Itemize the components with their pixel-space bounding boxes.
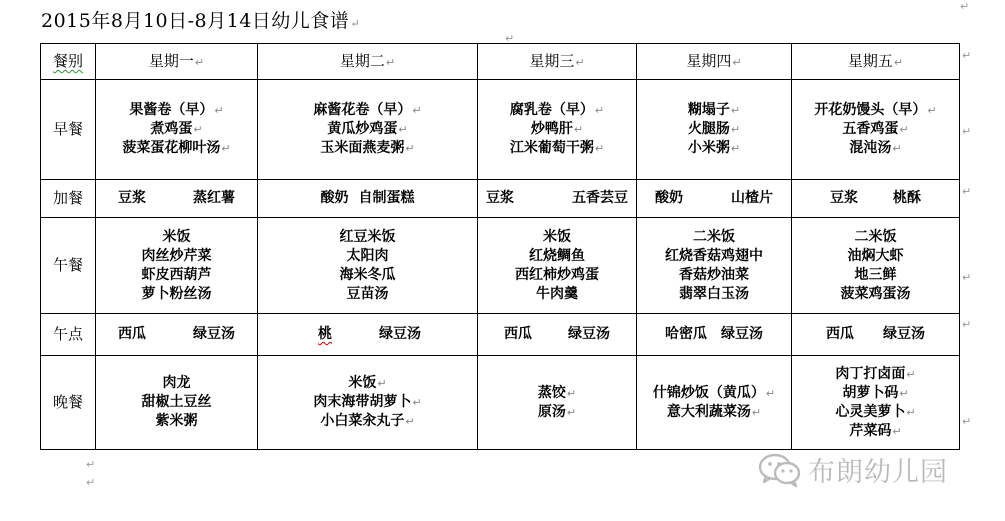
dish-item: 开花奶馒头（早）↵ <box>814 102 937 118</box>
lunch-wednesday-cell <box>478 218 637 314</box>
snack-item: 酸奶 <box>655 190 683 206</box>
lunch-friday-cell <box>792 218 960 314</box>
dish-item: 小米粥↵ <box>687 140 741 156</box>
snack-item: 西瓜 <box>826 326 854 342</box>
paragraph-mark-icon: ↵ <box>350 17 361 30</box>
dish-item: 麻酱花卷（早）↵ <box>313 102 422 118</box>
dish-item: 蒸饺↵ <box>537 384 577 401</box>
dish-item: 二米饭 <box>693 228 735 245</box>
snack-item: 豆浆 <box>830 190 858 206</box>
dish-item: 米饭↵ <box>348 375 387 391</box>
dinner-tuesday-cell <box>258 356 478 450</box>
dish-item: 小白菜汆丸子↵ <box>320 413 415 429</box>
dish-item: 紫米粥 <box>155 413 198 429</box>
snack-item: 蒸红薯 <box>193 190 235 206</box>
dish-item: 香菇炒油菜 <box>679 266 749 283</box>
morning-snack-tuesday-cell <box>258 180 478 218</box>
dish-item: 地三鲜 <box>854 266 897 283</box>
paragraph-mark-icon: ↵ <box>893 55 904 69</box>
dish-item: 糊塌子↵ <box>687 102 741 118</box>
dish-item: 红烧香菇鸡翅中 <box>665 247 763 264</box>
watermark <box>758 450 948 489</box>
empty-paragraph-marks <box>86 456 95 492</box>
snack-item: 豆浆 <box>486 190 514 206</box>
morning-snack-friday-cell <box>792 180 960 218</box>
meal-label-afternoon-snack: 午点 <box>41 314 96 356</box>
dish-item: 什锦炒饭（黄瓜）↵ <box>652 384 776 401</box>
paragraph-mark-icon: ↵ <box>575 55 585 69</box>
dish-item: 牛肉羹 <box>536 285 578 302</box>
dinner-thursday-cell <box>637 356 792 450</box>
snack-item: 山楂片 <box>731 190 773 206</box>
dish-item: 萝卜粉丝汤 <box>141 285 212 302</box>
snack-item: 西瓜 <box>504 326 532 342</box>
afternoon-snack-row <box>41 314 960 356</box>
lunch-row <box>41 218 960 314</box>
snack-item: 绿豆汤 <box>193 326 235 342</box>
breakfast-wednesday-cell <box>478 80 637 180</box>
dish-item: 肉丝炒芹菜 <box>141 247 212 264</box>
dish-item: 太阳肉 <box>346 247 389 264</box>
day-header-tuesday <box>258 44 478 80</box>
dish-item: 红烧鲷鱼 <box>529 247 585 264</box>
menu-title <box>41 6 360 33</box>
day-header-monday <box>96 44 258 80</box>
dinner-wednesday-cell <box>478 356 637 450</box>
dish-item: 混沌汤↵ <box>849 140 902 156</box>
dish-item: 红豆米饭 <box>339 228 396 245</box>
dish-item: 米饭 <box>543 228 571 245</box>
meal-type-header-text: 餐别 <box>52 52 83 70</box>
menu-title-text: 2015年8月10日-8月14日幼儿食谱 <box>41 10 350 32</box>
row-end-mark-icon: ↵ <box>962 318 972 331</box>
dish-item: 意大利蔬菜汤↵ <box>666 403 762 420</box>
morning-snack-row <box>41 180 960 218</box>
dish-item: 菠菜蛋花柳叶汤↵ <box>122 140 231 156</box>
snack-item: 桃 <box>318 326 332 342</box>
morning-snack-wednesday-cell <box>478 180 637 218</box>
dinner-row <box>41 356 960 450</box>
snack-item: 绿豆汤 <box>568 326 610 342</box>
dish-item: 火腿肠↵ <box>687 121 741 137</box>
watermark-text: 布朗幼儿园 <box>808 457 948 488</box>
dish-item: 肉末海带胡萝卜↵ <box>313 394 422 410</box>
snack-item: 酸奶 <box>320 190 349 206</box>
table-anchor-mark: ↵ <box>505 32 515 45</box>
dish-item: 西红柿炒鸡蛋 <box>515 266 599 283</box>
day-header-label: 星期二 <box>339 51 385 70</box>
day-header-label: 星期四 <box>686 51 732 70</box>
paragraph-mark-icon: ↵ <box>960 0 970 13</box>
snack-item: 桃酥 <box>893 190 921 206</box>
meal-label-dinner: 晚餐 <box>41 356 96 450</box>
day-header-label: 星期五 <box>847 51 893 70</box>
dish-item: 芹菜码↵ <box>849 422 902 439</box>
meal-label-breakfast: 早餐 <box>41 80 96 180</box>
row-end-mark-icon: ↵ <box>962 415 972 428</box>
dish-item: 米饭 <box>162 228 191 245</box>
breakfast-tuesday-cell <box>258 80 478 180</box>
meal-label-lunch: 午餐 <box>41 218 96 314</box>
dinner-monday-cell <box>96 356 258 450</box>
dish-item: 煮鸡蛋↵ <box>150 121 203 137</box>
row-end-marks <box>960 43 980 453</box>
paragraph-mark-icon: ↵ <box>732 55 742 69</box>
day-header-label: 星期一 <box>148 51 194 70</box>
dish-item: 玉米面燕麦粥↵ <box>320 140 415 156</box>
lunch-thursday-cell <box>637 218 792 314</box>
dish-item: 虾皮西葫芦 <box>141 266 212 283</box>
dish-item: 油焖大虾 <box>847 247 904 264</box>
snack-item: 豆浆 <box>118 190 146 206</box>
snack-item: 哈密瓜 <box>665 326 707 342</box>
afternoon-snack-friday-cell <box>792 314 960 356</box>
afternoon-snack-tuesday-cell <box>258 314 478 356</box>
snack-item: 绿豆汤 <box>883 326 925 342</box>
row-end-mark-icon: ↵ <box>962 271 972 284</box>
breakfast-monday-cell <box>96 80 258 180</box>
dish-item: 甜椒土豆丝 <box>141 394 212 410</box>
day-header-thursday <box>637 44 792 80</box>
breakfast-friday-cell <box>792 80 960 180</box>
meal-label-morning-snack: 加餐 <box>41 180 96 218</box>
paragraph-mark-icon: ↵ <box>385 55 396 69</box>
snack-item: 西瓜 <box>118 326 146 342</box>
dish-item: 二米饭 <box>854 228 897 245</box>
wechat-icon <box>758 452 802 488</box>
breakfast-row <box>41 80 960 180</box>
dish-item: 江米葡萄干粥↵ <box>509 140 605 156</box>
dish-item: 翡翠白玉汤 <box>679 285 749 302</box>
paragraph-mark-icon: ↵ <box>194 55 205 69</box>
snack-item: 绿豆汤 <box>379 326 421 342</box>
dish-item: 炒鸭肝↵ <box>530 121 584 137</box>
afternoon-snack-thursday-cell <box>637 314 792 356</box>
snack-item: 绿豆汤 <box>721 326 763 342</box>
meal-type-header <box>41 44 96 80</box>
weekly-menu-table <box>40 43 960 450</box>
afternoon-snack-wednesday-cell <box>478 314 637 356</box>
day-header-friday <box>792 44 960 80</box>
afternoon-snack-monday-cell <box>96 314 258 356</box>
dish-item: 心灵美萝卜↵ <box>835 403 916 420</box>
row-end-mark-icon: ↵ <box>962 125 972 138</box>
dish-item: 腐乳卷（早）↵ <box>509 102 605 118</box>
row-end-mark-icon: ↵ <box>962 185 972 198</box>
breakfast-thursday-cell <box>637 80 792 180</box>
dish-item: 果酱卷（早）↵ <box>129 102 224 118</box>
dish-item: 原汤↵ <box>537 403 577 420</box>
day-header-wednesday <box>478 44 637 80</box>
paragraph-mark-icon: ↵ <box>86 476 96 489</box>
lunch-monday-cell <box>96 218 258 314</box>
dish-item: 豆苗汤 <box>346 285 389 302</box>
dish-item: 海米冬瓜 <box>339 266 396 283</box>
snack-item: 五香芸豆 <box>572 190 628 206</box>
morning-snack-thursday-cell <box>637 180 792 218</box>
dish-item: 黄瓜炒鸡蛋↵ <box>327 121 408 137</box>
dish-item: 菠菜鸡蛋汤 <box>840 285 911 302</box>
dinner-friday-cell <box>792 356 960 450</box>
morning-snack-monday-cell <box>96 180 258 218</box>
row-end-mark-icon: ↵ <box>962 49 972 62</box>
lunch-tuesday-cell <box>258 218 478 314</box>
dish-item: 胡萝卜码↵ <box>842 384 909 401</box>
paragraph-mark-icon: ↵ <box>86 458 96 471</box>
dish-item: 肉龙 <box>162 375 191 391</box>
dish-item: 肉丁打卤面↵ <box>835 365 916 382</box>
header-row <box>41 44 960 80</box>
snack-item: 自制蛋糕 <box>358 190 415 206</box>
day-header-label: 星期三 <box>529 51 575 70</box>
dish-item: 五香鸡蛋↵ <box>842 121 909 137</box>
